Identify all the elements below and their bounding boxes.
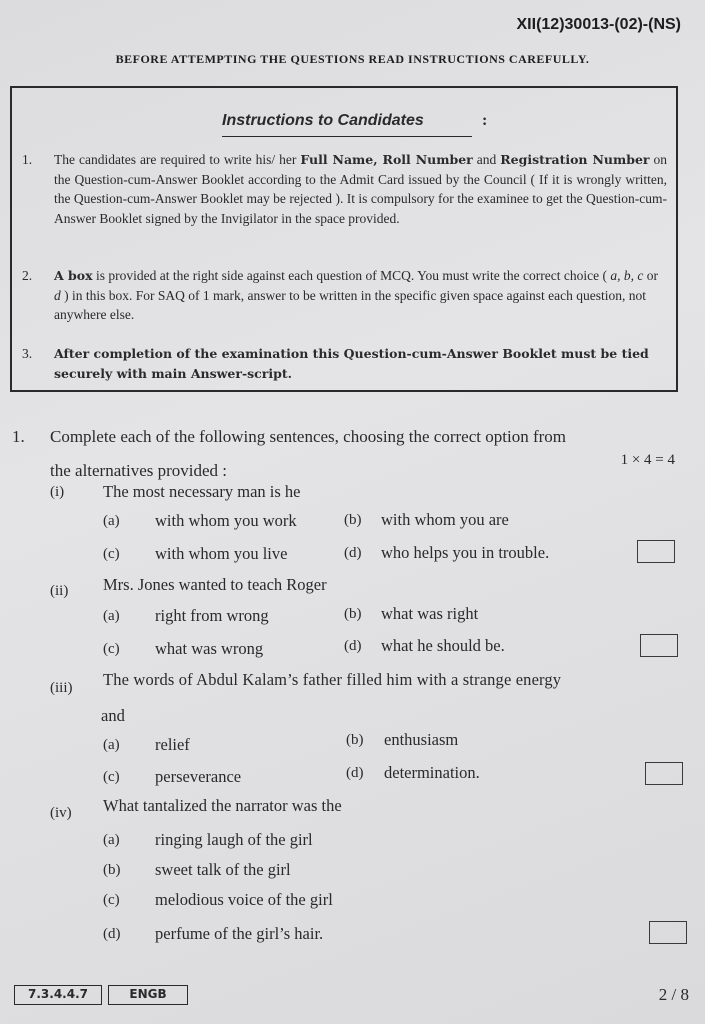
option-label: (b) (344, 512, 362, 528)
sub-question-stem: Mrs. Jones wanted to teach Roger (103, 575, 327, 594)
option-label: (a) (103, 832, 120, 848)
marks: 1 × 4 = 4 (620, 452, 675, 468)
answer-box[interactable] (645, 762, 683, 785)
sub-question-number: (ii) (50, 583, 69, 599)
option-text: perfume of the girl’s hair. (155, 924, 324, 943)
instruction-item-3: 3. After completion of the examination this Question-cum-Answer Booklet must be tied securely with main Answer-script. (22, 346, 649, 381)
option-text: right from wrong (155, 606, 269, 625)
option-label: (c) (103, 769, 120, 785)
answer-box[interactable] (637, 540, 675, 563)
question-1: 1. Complete each of the following sentences, choosing the correct option from the alternatives provided : (12, 427, 566, 480)
instructions-colon: : (482, 112, 488, 129)
footer-code: 7.3.4.4.7 (14, 985, 102, 1005)
paper-code: XII(12)30013-(02)-(NS) (516, 16, 681, 33)
instructions-box (10, 86, 678, 392)
option-label: (b) (344, 606, 362, 622)
instructions-title: Instructions to Candidates (222, 112, 472, 137)
option-text: ringing laugh of the girl (155, 830, 313, 849)
page-number: 2 / 8 (658, 985, 689, 1004)
option-label: (d) (103, 926, 121, 942)
instruction-item-2: 2. A box is provided at the right side against each question of MCQ. You must write the correct choice ( a, b, c or d ) in this box. For SAQ of 1 mark, answer to be written in the specific given space against each question, not anywhere else. (22, 268, 658, 322)
sub-question-number: (iv) (50, 805, 72, 821)
option-label: (a) (103, 608, 120, 624)
option-text: with whom you live (155, 544, 288, 563)
sub-question-stem-continued: and (101, 706, 125, 725)
option-label: (c) (103, 892, 120, 908)
option-label: (c) (103, 546, 120, 562)
option-text: determination. (384, 763, 480, 782)
option-text: with whom you are (381, 510, 509, 529)
sub-question-stem: What tantalized the narrator was the (103, 796, 342, 815)
sub-question-number: (iii) (50, 680, 73, 696)
option-label: (d) (344, 638, 362, 654)
sub-question-stem: The words of Abdul Kalam’s father filled him with a strange energy (103, 670, 562, 689)
option-label: (b) (103, 862, 121, 878)
instruction-item-1: 1. The candidates are required to write his/ her Full Name, Roll Number and Registration Number on the Question-cum-Answer Booklet according to the Admit Card issued by the Council ( If it is wrongly written, the Question-cum-Answer Booklet may be rejected ). It is compulsory for the examinee to get the Question-cum-Answer Booklet signed by the Invigilator in the space provided. (22, 152, 668, 226)
option-text: perseverance (155, 767, 242, 786)
option-label: (a) (103, 737, 120, 753)
sub-question-stem: The most necessary man is he (103, 482, 301, 501)
option-text: what he should be. (381, 636, 505, 655)
option-label: (d) (346, 765, 364, 781)
option-text: what was right (381, 604, 479, 623)
option-text: melodious voice of the girl (155, 890, 333, 909)
sub-question-number: (i) (50, 484, 65, 500)
footer-subject: ENGB (108, 985, 188, 1005)
option-text: sweet talk of the girl (155, 860, 291, 879)
option-label: (d) (344, 545, 362, 561)
option-label: (a) (103, 513, 120, 529)
instruction-warning: BEFORE ATTEMPTING THE QUESTIONS READ INSTRUCTIONS CAREFULLY. (115, 52, 590, 66)
answer-box[interactable] (649, 921, 687, 944)
option-text: enthusiasm (384, 730, 459, 749)
option-label: (c) (103, 641, 120, 657)
option-text: with whom you work (155, 511, 297, 530)
option-label: (b) (346, 732, 364, 748)
option-text: relief (155, 735, 190, 754)
option-text: what was wrong (155, 639, 264, 658)
option-text: who helps you in trouble. (381, 543, 550, 562)
answer-box[interactable] (640, 634, 678, 657)
